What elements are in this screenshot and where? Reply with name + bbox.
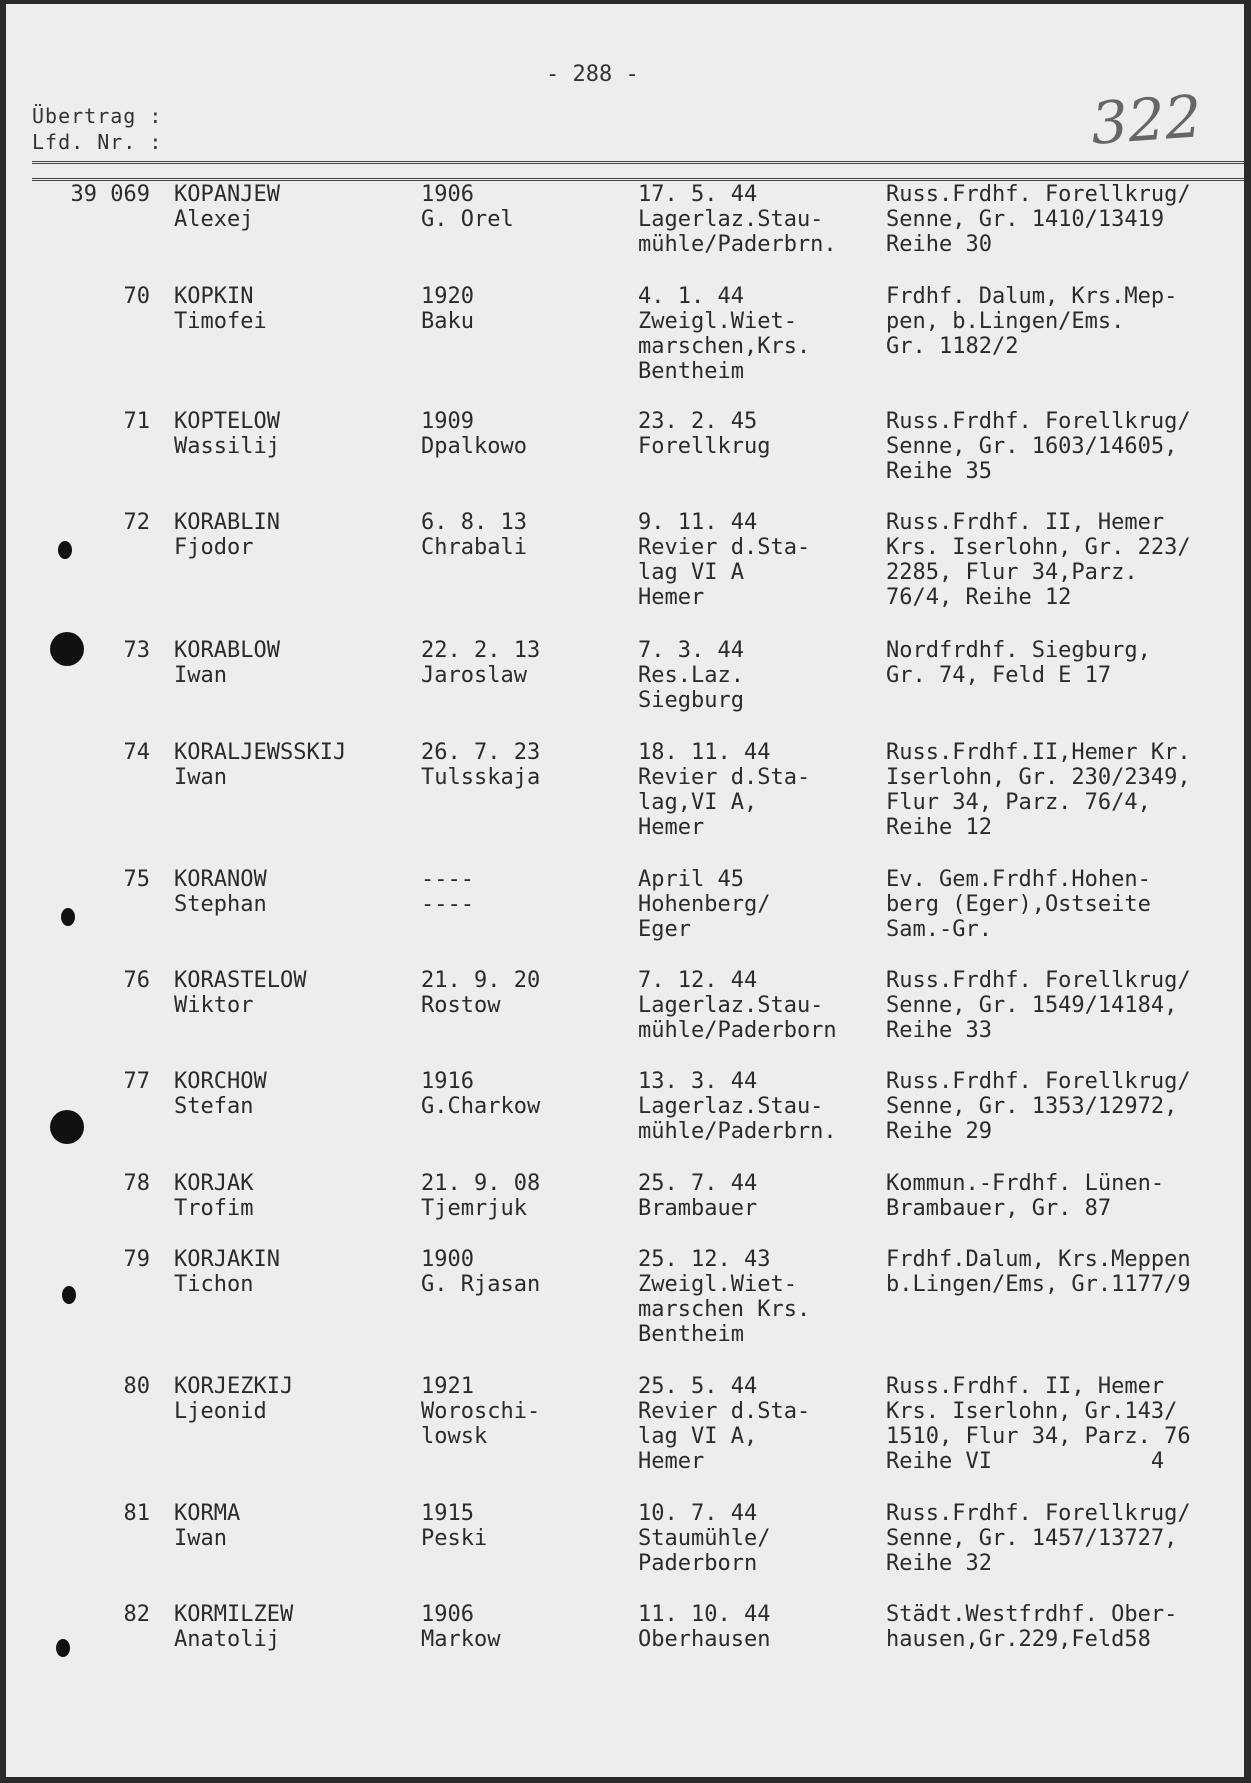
birth-date: 1915	[421, 1501, 474, 1526]
birth-date: 1909	[421, 409, 474, 434]
given-name: Timofei	[174, 309, 267, 334]
surname: KOPKIN	[174, 284, 254, 309]
punch-mark	[58, 541, 72, 559]
death-date: 17. 5. 44	[638, 182, 758, 207]
given-name: Ljeonid	[174, 1399, 267, 1424]
death-date: 25. 7. 44	[638, 1171, 758, 1196]
punch-mark	[56, 1639, 70, 1657]
handwritten-folio-number: 322	[1088, 82, 1204, 158]
death-place: Revier d.Sta- lag VI A Hemer	[638, 535, 811, 610]
birth-place: Markow	[421, 1627, 501, 1652]
grave-location: Russ.Frdhf. Forellkrug/ Senne, Gr. 1603/14605, Reihe 35	[886, 409, 1191, 484]
death-date: 7. 12. 44	[638, 968, 758, 993]
birth-date: ----	[421, 867, 474, 892]
birth-place: Dpalkowo	[421, 434, 527, 459]
grave-location: Russ.Frdhf. II, Hemer Krs. Iserlohn, Gr. 223/ 2285, Flur 34,Parz. 76/4, Reihe 12	[886, 510, 1191, 610]
record-number: 39 069	[70, 182, 150, 207]
record-number: 81	[123, 1501, 150, 1526]
surname: KORCHOW	[174, 1069, 267, 1094]
birth-date: 22. 2. 13	[421, 638, 541, 663]
record-number: 82	[123, 1602, 150, 1627]
record-number: 75	[123, 867, 150, 892]
record-number: 76	[123, 968, 150, 993]
surname: KORALJEWSSKIJ	[174, 740, 347, 765]
given-name: Iwan	[174, 765, 227, 790]
punch-mark	[61, 908, 75, 926]
record-number: 73	[123, 638, 150, 663]
birth-place: Tjemrjuk	[421, 1196, 527, 1221]
punch-mark	[62, 1286, 76, 1304]
death-date: 25. 12. 43	[638, 1247, 771, 1272]
page-number: - 288 -	[546, 62, 639, 87]
record-number: 78	[123, 1171, 150, 1196]
death-date: 9. 11. 44	[638, 510, 758, 535]
grave-location: Russ.Frdhf. Forellkrug/ Senne, Gr. 1353/12972, Reihe 29	[886, 1069, 1191, 1144]
surname: KOPTELOW	[174, 409, 280, 434]
birth-date: 21. 9. 08	[421, 1171, 541, 1196]
death-date: 25. 5. 44	[638, 1374, 758, 1399]
surname: KORANOW	[174, 867, 267, 892]
death-date: 23. 2. 45	[638, 409, 758, 434]
given-name: Tichon	[174, 1272, 254, 1297]
death-place: Lagerlaz.Stau- mühle/Paderbrn.	[638, 1094, 837, 1144]
surname: KORASTELOW	[174, 968, 307, 993]
birth-place: Jaroslaw	[421, 663, 527, 688]
given-name: Stephan	[174, 892, 267, 917]
grave-location: Russ.Frdhf.II,Hemer Kr. Iserlohn, Gr. 230/2349, Flur 34, Parz. 76/4, Reihe 12	[886, 740, 1191, 840]
death-place: Revier d.Sta- lag,VI A, Hemer	[638, 765, 811, 840]
birth-place: Chrabali	[421, 535, 527, 560]
grave-location: Russ.Frdhf. Forellkrug/ Senne, Gr. 1410/13419 Reihe 30	[886, 182, 1191, 257]
grave-location: Frdhf. Dalum, Krs.Mep- pen, b.Lingen/Ems. Gr. 1182/2	[886, 284, 1178, 359]
record-number: 71	[123, 409, 150, 434]
given-name: Wassilij	[174, 434, 280, 459]
record-number: 79	[123, 1247, 150, 1272]
birth-date: 1906	[421, 182, 474, 207]
record-number: 70	[123, 284, 150, 309]
death-place: Zweigl.Wiet- marschen,Krs. Bentheim	[638, 309, 811, 384]
birth-date: 1921	[421, 1374, 474, 1399]
surname: KORABLIN	[174, 510, 280, 535]
record-number: 74	[123, 740, 150, 765]
given-name: Iwan	[174, 1526, 227, 1551]
grave-location: Russ.Frdhf. II, Hemer Krs. Iserlohn, Gr.143/ 1510, Flur 34, Parz. 76 Reihe VI 4	[886, 1374, 1191, 1474]
surname: KORMA	[174, 1501, 241, 1526]
surname: KOPANJEW	[174, 182, 280, 207]
death-place: Zweigl.Wiet- marschen Krs. Bentheim	[638, 1272, 811, 1347]
surname: KORJAK	[174, 1171, 254, 1196]
birth-date: 1900	[421, 1247, 474, 1272]
grave-location: Frdhf.Dalum, Krs.Meppen b.Lingen/Ems, Gr.1177/9	[886, 1247, 1191, 1297]
death-place: Hohenberg/ Eger	[638, 892, 771, 942]
header-rule	[32, 161, 1244, 181]
given-name: Fjodor	[174, 535, 254, 560]
grave-location: Russ.Frdhf. Forellkrug/ Senne, Gr. 1457/13727, Reihe 32	[886, 1501, 1191, 1576]
given-name: Stefan	[174, 1094, 254, 1119]
record-number: 72	[123, 510, 150, 535]
birth-place: ----	[421, 892, 474, 917]
death-place: Lagerlaz.Stau- mühle/Paderborn	[638, 993, 837, 1043]
grave-location: Nordfrdhf. Siegburg, Gr. 74, Feld E 17	[886, 638, 1151, 688]
birth-place: Woroschi- lowsk	[421, 1399, 541, 1449]
grave-location: Kommun.-Frdhf. Lünen- Brambauer, Gr. 87	[886, 1171, 1165, 1221]
birth-date: 1906	[421, 1602, 474, 1627]
death-place: Brambauer	[638, 1196, 758, 1221]
grave-location: Städt.Westfrdhf. Ober- hausen,Gr.229,Feld58	[886, 1602, 1178, 1652]
uebertrag-label: Übertrag :	[32, 104, 163, 128]
birth-place: Baku	[421, 309, 474, 334]
death-date: 10. 7. 44	[638, 1501, 758, 1526]
given-name: Alexej	[174, 207, 254, 232]
surname: KORJEZKIJ	[174, 1374, 294, 1399]
death-date: April 45	[638, 867, 744, 892]
punch-hole	[50, 1110, 84, 1144]
surname: KORABLOW	[174, 638, 280, 663]
given-name: Wiktor	[174, 993, 254, 1018]
death-place: Forellkrug	[638, 434, 771, 459]
birth-place: Peski	[421, 1526, 488, 1551]
punch-hole	[50, 632, 84, 666]
surname: KORMILZEW	[174, 1602, 294, 1627]
birth-place: G. Orel	[421, 207, 514, 232]
surname: KORJAKIN	[174, 1247, 280, 1272]
record-number: 80	[123, 1374, 150, 1399]
grave-location: Russ.Frdhf. Forellkrug/ Senne, Gr. 1549/14184, Reihe 33	[886, 968, 1191, 1043]
death-date: 4. 1. 44	[638, 284, 744, 309]
death-place: Oberhausen	[638, 1627, 771, 1652]
birth-place: Tulsskaja	[421, 765, 541, 790]
given-name: Iwan	[174, 663, 227, 688]
death-date: 18. 11. 44	[638, 740, 771, 765]
death-place: Res.Laz. Siegburg	[638, 663, 744, 713]
death-place: Staumühle/ Paderborn	[638, 1526, 771, 1576]
birth-place: G. Rjasan	[421, 1272, 541, 1297]
birth-date: 1916	[421, 1069, 474, 1094]
record-number: 77	[123, 1069, 150, 1094]
birth-date: 26. 7. 23	[421, 740, 541, 765]
death-date: 11. 10. 44	[638, 1602, 771, 1627]
death-place: Lagerlaz.Stau- mühle/Paderbrn.	[638, 207, 837, 257]
birth-date: 21. 9. 20	[421, 968, 541, 993]
birth-date: 6. 8. 13	[421, 510, 527, 535]
death-place: Revier d.Sta- lag VI A, Hemer	[638, 1399, 811, 1474]
given-name: Trofim	[174, 1196, 254, 1221]
grave-location: Ev. Gem.Frdhf.Hohen- berg (Eger),Ostseite Sam.-Gr.	[886, 867, 1151, 942]
death-date: 13. 3. 44	[638, 1069, 758, 1094]
document-page	[6, 4, 1244, 1777]
lfd-nr-label: Lfd. Nr. :	[32, 130, 163, 154]
birth-place: G.Charkow	[421, 1094, 541, 1119]
birth-date: 1920	[421, 284, 474, 309]
birth-place: Rostow	[421, 993, 501, 1018]
death-date: 7. 3. 44	[638, 638, 744, 663]
given-name: Anatolij	[174, 1627, 280, 1652]
